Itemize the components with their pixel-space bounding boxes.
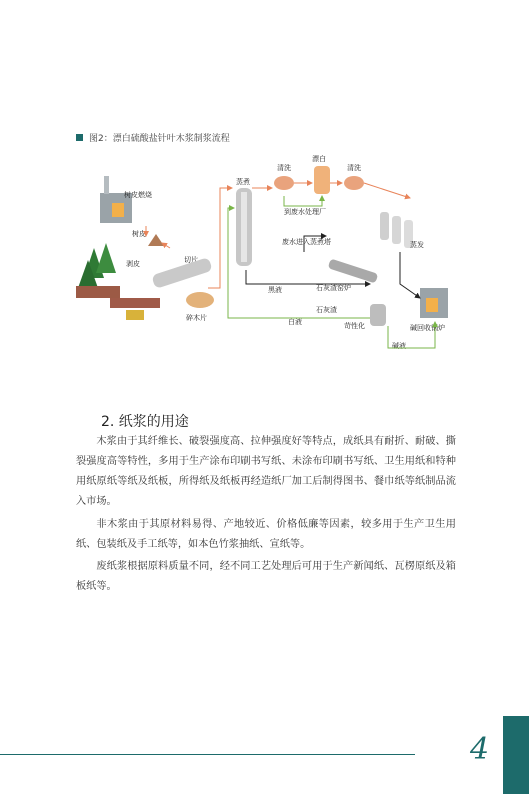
section-title: 2. 纸浆的用途: [101, 414, 189, 430]
wood-chips-pile: [186, 292, 214, 308]
label-washing-1: 清洗: [277, 164, 291, 172]
trees-illustration: [76, 243, 120, 298]
pulping-process-diagram: [70, 148, 460, 358]
washer-2: [344, 176, 364, 190]
label-black-liquor: 黑液: [268, 286, 282, 294]
label-alkali-liquor: 碱液: [392, 342, 406, 350]
label-evaporation: 蒸发: [410, 241, 424, 249]
page-number: 4: [470, 732, 490, 767]
recovery-boiler: [420, 288, 448, 318]
figure-caption-text: 图2：漂白硫酸盐针叶木浆制浆流程: [89, 134, 230, 144]
label-washing-2: 清洗: [347, 164, 361, 172]
figure-caption: [76, 131, 230, 144]
causticizing-tank: [370, 304, 386, 326]
evaporators: [380, 212, 413, 248]
bark-burning-boiler: [100, 176, 132, 223]
label-lime-residue: 石灰渣: [316, 306, 337, 314]
caption-marker: [76, 134, 83, 141]
label-chipping: 切片: [184, 256, 198, 264]
label-bark-burning: 树皮燃烧: [124, 191, 152, 199]
label-causticizing: 苛性化: [344, 322, 365, 330]
label-debarking: 剥皮: [126, 260, 140, 268]
bark-pile: [148, 234, 164, 246]
washer-1: [274, 176, 294, 190]
paragraph-non-wood-pulp: 非木浆由于其原材料易得、产地较近、价格低廉等因素，较多用于生产卫生用纸、包装纸及手工纸等，如本色竹浆抽纸、宣纸等。: [76, 519, 456, 550]
digester-tower: [236, 188, 252, 266]
label-bleaching: 漂白: [312, 155, 326, 163]
label-white-liquor: 白液: [288, 318, 302, 326]
footer-divider: [0, 754, 415, 755]
page-edge-tab: [503, 716, 529, 794]
label-recovery-boiler: 碱回收锅炉: [410, 324, 445, 332]
paragraph-wood-pulp: 木浆由于其纤维长、破裂强度高、拉伸强度好等特点，成纸具有耐折、耐破、撕裂强度高等特性，多用于生产涂布印刷书写纸、未涂布印刷书写纸、卫生用纸和特种用纸原纸等纸及纸板，所得纸及纸板再经造纸厂加工后制得图书、餐巾纸等纸制品流入市场。: [76, 436, 456, 507]
label-cooking: 蒸煮: [236, 178, 250, 186]
label-to-wastewater: 到废水处理厂: [284, 208, 326, 216]
lime-kiln: [328, 259, 379, 284]
label-wood-chips: 碎木片: [186, 314, 207, 322]
label-bark: 树皮: [132, 230, 146, 238]
label-wastewater-to-tower: 废水进入蒸煮塔: [282, 238, 331, 246]
bleaching-tower: [314, 166, 330, 194]
label-lime-kiln: 石灰渣窑炉: [316, 284, 351, 292]
paragraph-waste-paper-pulp: 废纸浆根据原料质量不同，经不同工艺处理后可用于生产新闻纸、瓦楞原纸及箱板纸等。: [76, 561, 456, 592]
